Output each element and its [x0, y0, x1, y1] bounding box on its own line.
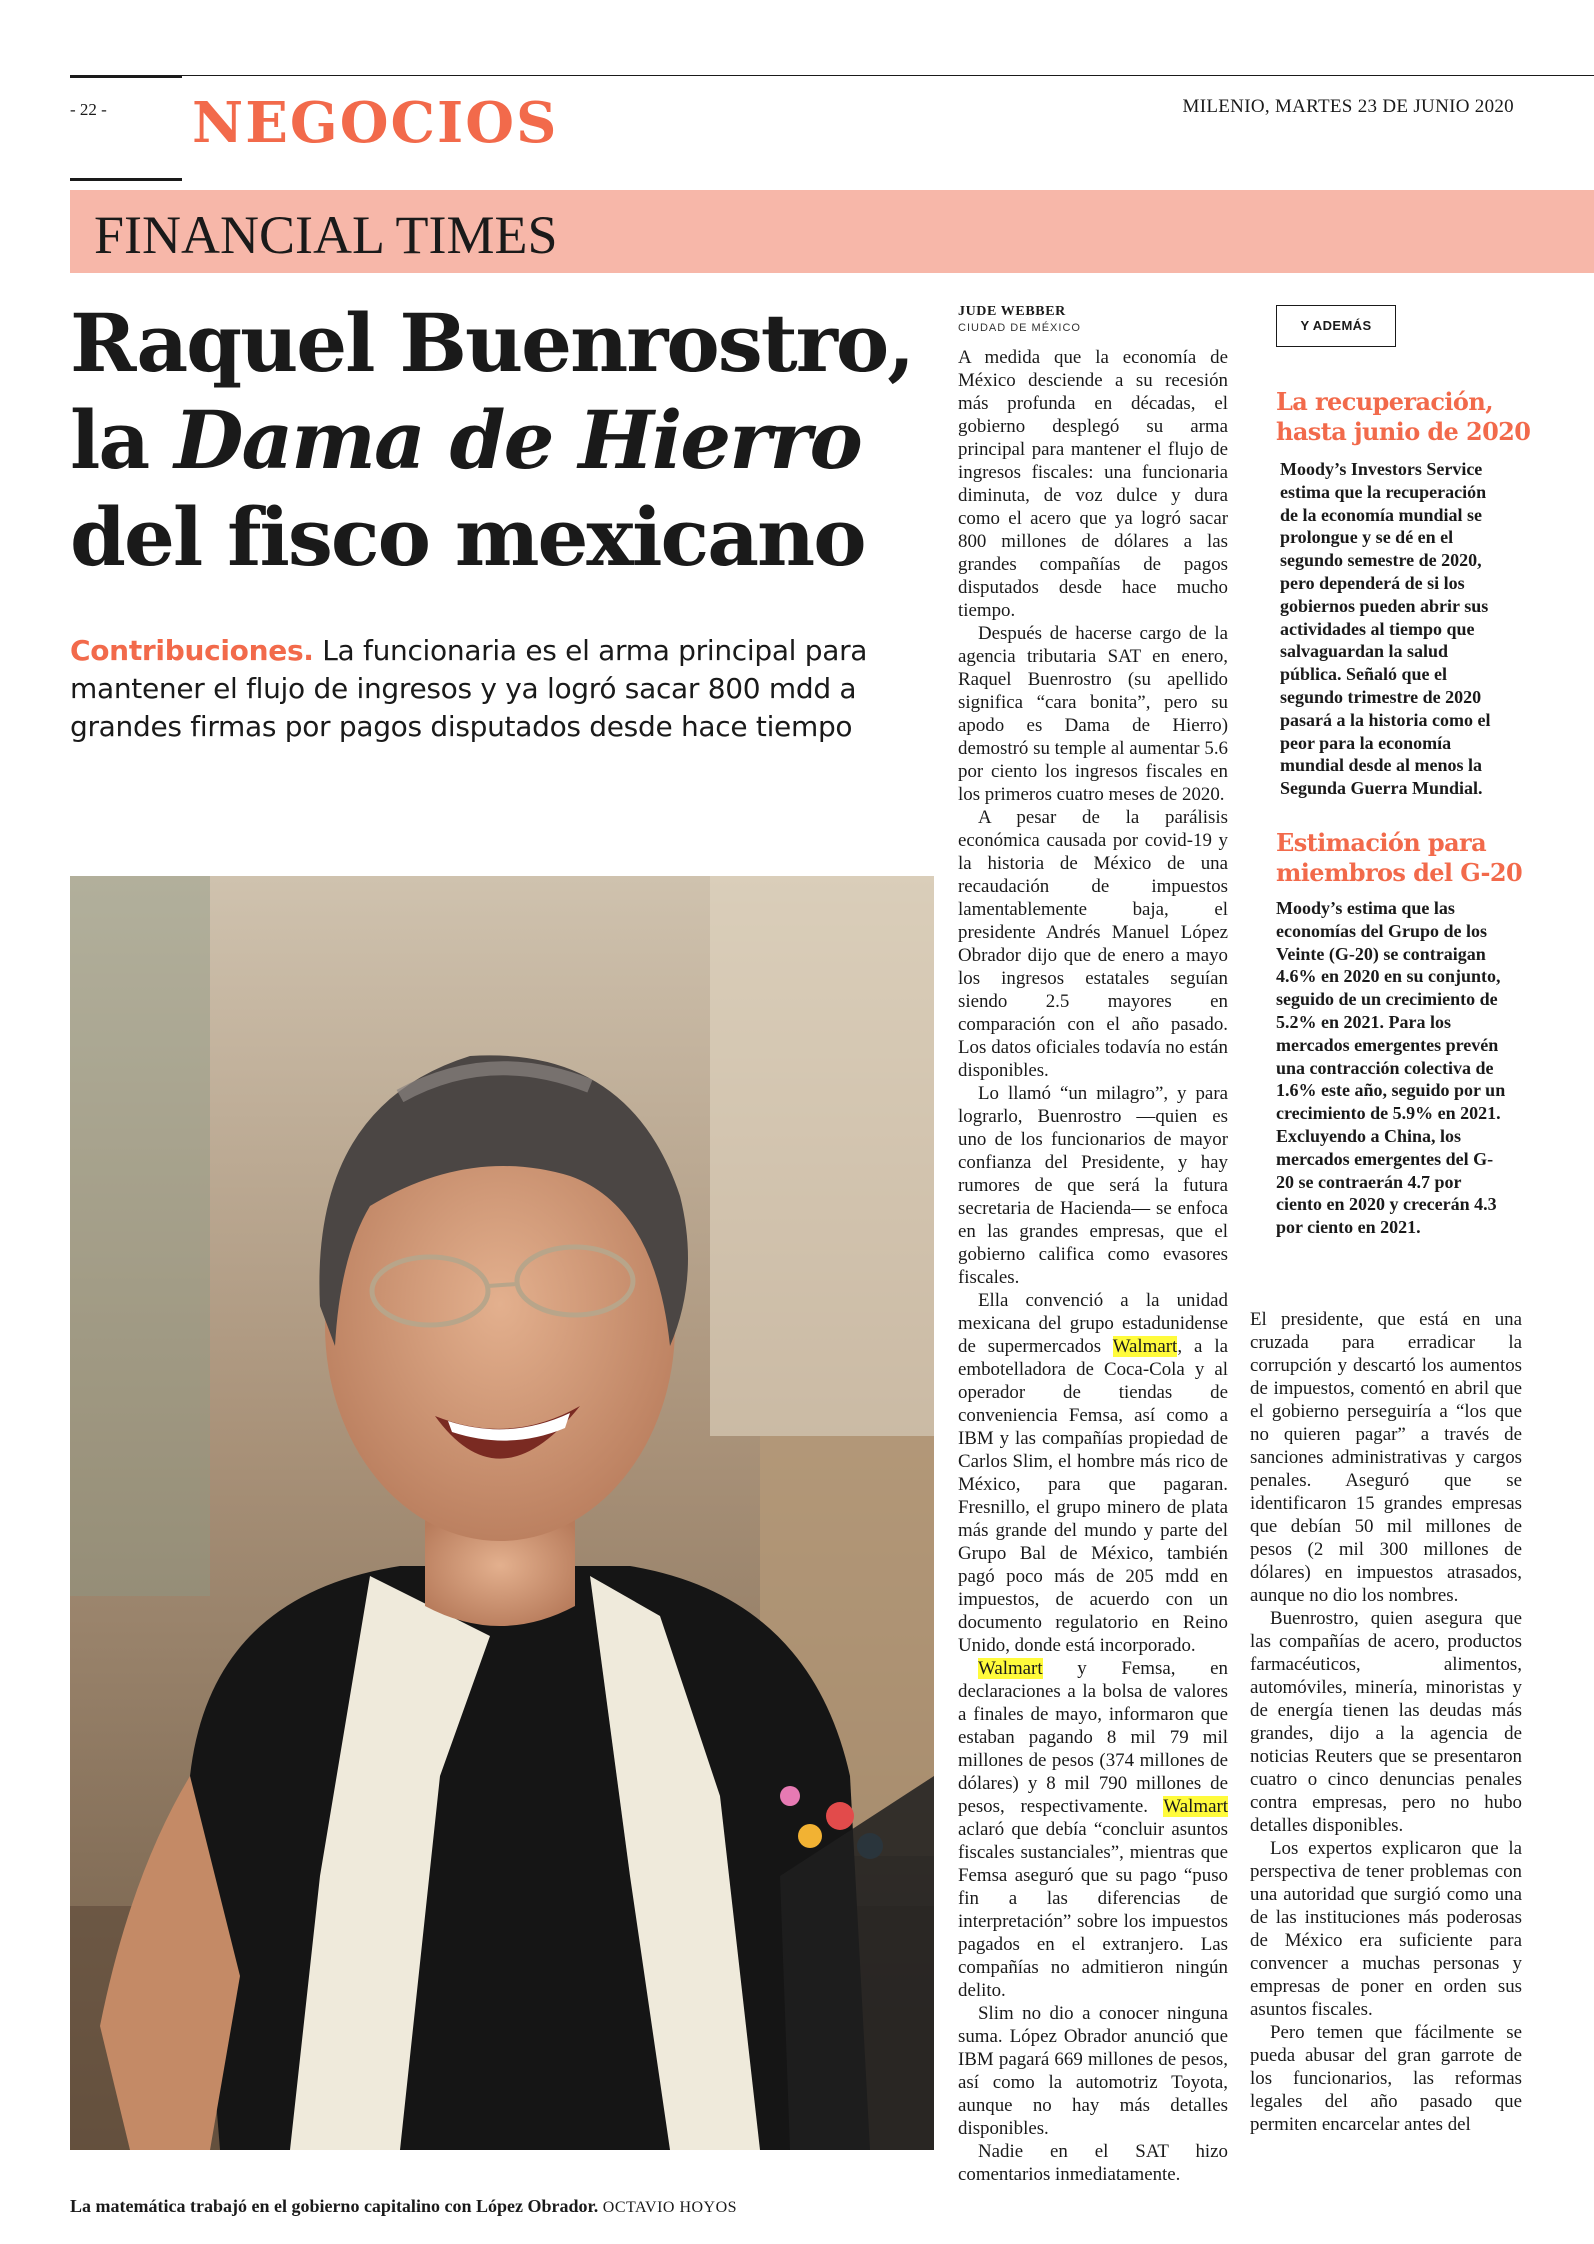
- paragraph: Pero temen que fácilmente se pueda abusar del gran garrote de los funcionarios, las reformas legales del año pasado que permiten encarcelar antes del: [1250, 2022, 1522, 2135]
- sidebar-heading-1: La recuperación, hasta junio de 2020: [1276, 387, 1531, 446]
- sidebar-body-1: Moody’s Investors Service estima que la recuperación de la economía mundial se prolongue y se dé en el segundo semestre de 2020, pero dependerá de si los gobiernos pueden abrir sus actividades al tiempo que salvaguardan la salud pública. Señaló que el segundo trimestre de 2020 pasará a la historia como el peor para la economía mundial desde al menos la Segunda Guerra Mundial.: [1280, 459, 1491, 799]
- sidebar-body-2: Moody’s estima que las economías del Grupo de los Veinte (G-20) se contraigan 4.6% en 2020 en su conjunto, seguido de un crecimiento de 5.2% en 2021. Para los mercados emergentes prevén una contracción colectiva de 1.6% este año, seguido por un crecimiento de 5.9% en 2021. Excluyendo a China, los mercados emergentes del G-20 se contraerán 4.7 por ciento en 2020 y crecerán 4.3 por ciento en 2021.: [1276, 898, 1506, 1238]
- paragraph: Los expertos explicaron que la perspectiva de tener problemas con una autoridad que surgió como una de las instituciones más poderosas de México era suficiente para convencer a muchas personas y empresas de poner en orden sus asuntos fiscales.: [1250, 1838, 1522, 2020]
- headline: [70, 295, 970, 586]
- paragraph: Slim no dio a conocer ninguna suma. López Obrador anunció que IBM pagará 669 millones de pesos, así como la automotriz Toyota, aunque no hay más detalles disponibles.: [958, 2003, 1228, 2139]
- photo-credit: OCTAVIO HOYOS: [602, 2199, 738, 2216]
- section-title: NEGOCIOS: [192, 90, 559, 156]
- paragraph: Buenrostro, quien asegura que las compañías de acero, productos farmacéuticos, alimentos, automóviles, minería, minoristas y de energía tienen las deudas más grandes, dijo a la agencia de noticias Reuters que se presentaron cuatro o cinco denuncias penales contra empresas, pero no hubo detalles disponibles.: [1250, 1608, 1522, 1836]
- dateline: MILENIO, MARTES 23 DE JUNIO 2020: [1182, 96, 1514, 117]
- caption-text: La matemática trabajó en el gobierno capitalino con López Obrador.: [70, 2196, 599, 2216]
- paragraph: El presidente, que está en una cruzada para erradicar la corrupción y descartó los aumentos de impuestos, comentó en abril que el gobierno perseguiría a “los que no quieren pagar” a través de sanciones administrativas y cargos penales. Aseguró que se identificaron 15 grandes empresas que debían 50 mil millones de pesos (2 mil 300 millones de dólares) en impuestos atrasados, aunque no dio los nombres.: [1250, 1309, 1522, 1606]
- headline-line-1: Raquel Buenrostro,: [70, 296, 914, 390]
- photo-illustration: [70, 876, 934, 2150]
- sidebar-heading-2: Estimación para miembros del G-20: [1276, 828, 1523, 887]
- headline-line-2-italic: Dama de Hierro: [174, 393, 861, 487]
- paragraph: Lo llamó “un milagro”, y para lograrlo, Buenrostro —quien es uno de los funcionarios de mayor confianza del Presidente, y hay rumores de que será la futura secretaria de Hacienda— se enfoca en las grandes empresas, que el gobierno califica como evasores fiscales.: [958, 1083, 1228, 1288]
- text-run: , a la embotelladora de Coca-Cola y al operador de tiendas de conveniencia Femsa, así como a IBM y las compañías propiedad de Carlos Slim, el hombre más rico de México, para que pagaran. Fresnillo, el grupo minero de plata más grande del mundo y parte del Grupo Bal de México, también pagó poco más de 205 mdd en impuestos, de acuerdo con un documento regulatorio en Reino Unido, donde está incorporado.: [958, 1336, 1228, 1656]
- highlighted-walmart: Walmart: [1163, 1796, 1228, 1817]
- paragraph: Nadie en el SAT hizo comentarios inmediatamente.: [958, 2141, 1228, 2185]
- paragraph: Después de hacerse cargo de la agencia tributaria SAT en enero, Raquel Buenrostro (su apellido significa “cara bonita”, pero su apodo es Dama de Hierro) demostró su temple al aumentar 5.6 por ciento los ingresos fiscales en los primeros cuatro meses de 2020.: [958, 623, 1228, 805]
- article-column-2: [1250, 1308, 1522, 2136]
- highlighted-walmart: Walmart: [978, 1658, 1043, 1679]
- paragraph: A medida que la economía de México desciende a su recesión más profunda en décadas, el gobierno desplegó su arma principal para mantener el flujo de ingresos fiscales: una funcionaria diminuta, de voz dulce y dura como el acero que ya logró sacar 800 millones de dólares a las grandes compañías de pagos disputados desde hace mucho tiempo.: [958, 347, 1228, 621]
- top-rule: [70, 75, 1594, 76]
- section-rule-bottom: [70, 178, 182, 181]
- byline-place: CIUDAD DE MÉXICO: [958, 322, 1081, 334]
- article-column-1: [958, 346, 1228, 2186]
- section-rule-top: [70, 75, 182, 78]
- page-number: - 22 -: [70, 100, 107, 119]
- paragraph: [958, 1289, 1228, 1657]
- band-label: FINANCIAL TIMES: [94, 205, 558, 265]
- byline-name: JUDE WEBBER: [958, 304, 1066, 319]
- headline-line-2: [70, 392, 970, 489]
- paragraph: A pesar de la parálisis económica causada por covid-19 y la historia de México de una recaudación de impuestos lamentablemente baja, el presidente Andrés Manuel López Obrador dijo que de enero a mayo los ingresos estatales seguían siendo 2.5 mayores en comparación con el año pasado. Los datos oficiales todavía no están disponibles.: [958, 807, 1228, 1081]
- portrait-photo: [70, 876, 934, 2150]
- deck-text: La funcionaria es el arma principal para mantener el flujo de ingresos y ya logró sacar 800 mdd a grandes firmas por pagos disputados desde hace tiempo: [70, 634, 868, 743]
- headline-line-3: del fisco mexicano: [70, 490, 865, 584]
- photo-caption: [70, 2196, 737, 2217]
- deck: [70, 632, 920, 746]
- text-run: Ella convenció a la unidad mexicana del grupo estadunidense de supermercados: [958, 1290, 1228, 1357]
- highlighted-walmart: Walmart: [1112, 1336, 1178, 1357]
- text-run: aclaró que debía “concluir asuntos fiscales sustanciales”, mientras que Femsa aseguró que su pago “puso fin a las diferencias de interpretación” sobre los impuestos pagados en el extranjero. Las compañías no admitieron ningún delito.: [958, 1819, 1228, 2001]
- sidebar-tag: Y ADEMÁS: [1276, 305, 1396, 347]
- paragraph: [958, 1657, 1228, 2002]
- headline-line-2-plain: la: [70, 393, 175, 487]
- text-run: y Femsa, en declaraciones a la bolsa de valores a finales de mayo, informaron que estaban pagando 8 mil 79 mil millones de pesos (374 millones de dólares) y 8 mil 790 millones de pesos, respectivamente.: [958, 1658, 1228, 1817]
- deck-label: Contribuciones.: [70, 634, 314, 667]
